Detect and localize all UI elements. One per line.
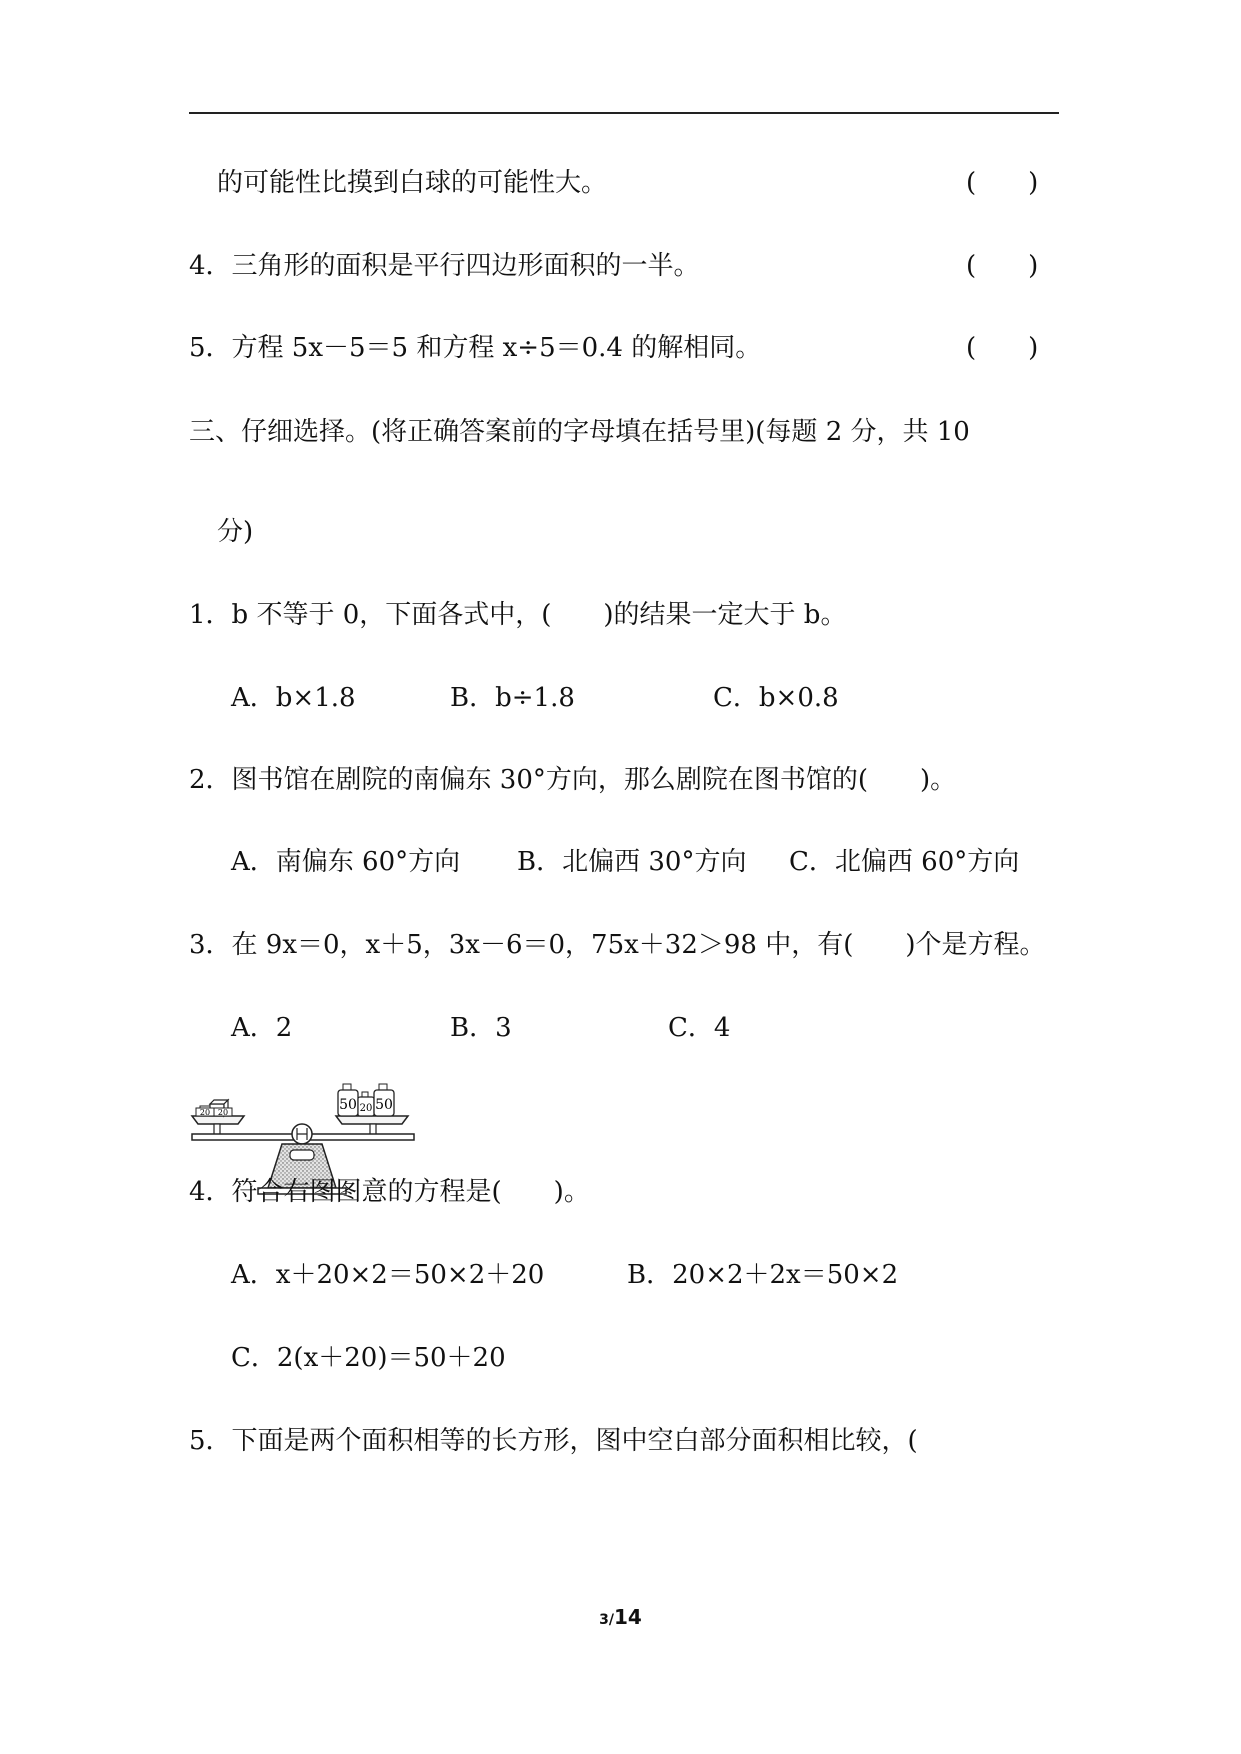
question-2: 2．图书馆在剧院的南偏东 30°方向，那么剧院在图书馆的( )。: [189, 765, 957, 795]
q2-option-a: A．南偏东 60°方向: [231, 847, 461, 877]
page-total: 14: [614, 1605, 642, 1629]
q3-option-b: B．3: [450, 1013, 512, 1043]
answer-paren: ( ): [966, 251, 1039, 281]
q1-option-a: A．b×1.8: [231, 683, 356, 713]
weight-20-b-label: 20: [217, 1108, 229, 1117]
q1-option-b: B．b÷1.8: [450, 683, 575, 713]
question-1: 1．b 不等于 0，下面各式中，( )的结果一定大于 b。: [189, 600, 847, 630]
left-pan: [192, 1116, 244, 1124]
q4-option-b: B．20×2＋2x＝50×2: [627, 1260, 899, 1290]
right-pan: [336, 1116, 408, 1124]
weight-20-c-label: 20: [359, 1103, 373, 1114]
q2-option-c: C．北偏西 60°方向: [789, 847, 1020, 877]
answer-paren: ( ): [966, 333, 1039, 363]
question-3: 3．在 9x＝0，x＋5，3x－6＝0，75x＋32＞98 中，有( )个是方程。: [189, 930, 1046, 960]
q1-option-c: C．b×0.8: [713, 683, 839, 713]
q4-option-c: C．2(x＋20)＝50＋20: [231, 1343, 506, 1373]
section-3-heading: 三、仔细选择。(将正确答案前的字母填在括号里)(每题 2 分，共 10: [189, 417, 970, 447]
page-number: [0, 1605, 1241, 1629]
statement-5: 5．方程 5x－5＝5 和方程 x÷5＝0.4 的解相同。: [189, 333, 762, 363]
statement-4: 4．三角形的面积是平行四边形面积的一半。: [189, 251, 700, 281]
question-4: 4．符合右图图意的方程是( )。: [189, 1177, 590, 1207]
q3-option-a: A．2: [231, 1013, 293, 1043]
question-5: 5．下面是两个面积相等的长方形，图中空白部分面积相比较，(: [189, 1426, 918, 1456]
q3-option-c: C．4: [668, 1013, 731, 1043]
answer-paren: ( ): [966, 168, 1039, 198]
weight-50-b-label: 50: [375, 1097, 393, 1113]
q4-option-a: A．x＋20×2＝50×2＋20: [231, 1260, 545, 1290]
weight-50-a-label: 50: [339, 1097, 357, 1113]
q2-option-b: B．北偏西 30°方向: [517, 847, 747, 877]
statement-line-continuation: 的可能性比摸到白球的可能性大。: [217, 168, 608, 198]
section-3-heading-cont: 分): [217, 517, 254, 547]
header-rule: [189, 112, 1059, 114]
weight-20-a-label: 20: [199, 1108, 211, 1117]
page-current: 3/: [599, 1612, 614, 1628]
